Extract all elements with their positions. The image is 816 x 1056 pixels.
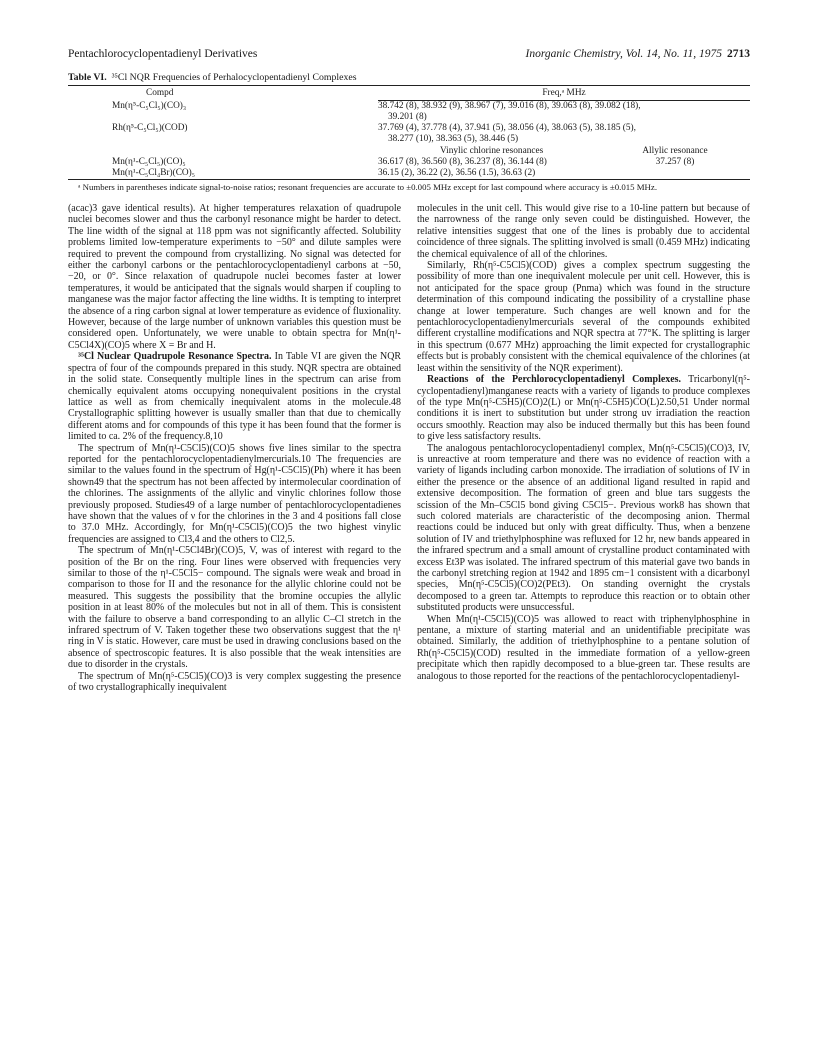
body-columns bbox=[68, 203, 750, 693]
paragraph: molecules in the unit cell. This would give rise to a 10-line pattern but because of the narrowness of the range only seven could be distinguished. However, the relative intensities suggest that one of the lines is probably due to accidental coincidence of three signals. The splitting involved is small (0.459 MHz) indicating the chemical equivalence of all of the chlorines. bbox=[417, 203, 750, 260]
paragraph: The spectrum of Mn(η⁵-C5Cl5)(CO)3 is very complex suggesting the presence of two crystallographically inequivalent bbox=[68, 670, 401, 694]
freq-cell bbox=[378, 123, 750, 145]
allylic-cell bbox=[600, 168, 750, 179]
section-heading: Reactions of the Perchlorocyclopentadienyl Complexes. bbox=[427, 374, 681, 386]
right-column bbox=[417, 203, 750, 693]
freq-line-cont: 38.277 (10), 38.363 (5), 38.446 (5) bbox=[388, 134, 519, 144]
table-bottom-rule bbox=[68, 179, 750, 180]
table-label: Table VI. bbox=[68, 72, 107, 83]
nqr-table bbox=[68, 86, 750, 179]
allylic-cell: 37.257 (8) bbox=[655, 157, 695, 167]
paragraph: The analogous pentachlorocyclopentadienyl complex, Mn(η⁵-C5Cl5)(CO)3, IV, is unreactive at room temperature and there was no evidence of reaction with a variety of ligands including carbon monoxide. The irradiation of solutions of IV in either the presence or the absence of an additional ligand resulted in rapid and extensive decomposition. The formation of green and blue tars suggests the scission of the Mn–C5Cl5 bond giving C5Cl5−. Previous work8 has shown that such colored materials are characteristic of the decomposing anion. Thermal reactions could be induced but only with great difficulty. Thus, when a benzene solution of IV and triethylphosphine was refluxed for 12 hr, new bands appeared in the infrared spectrum and a small amount of crystalline product contaminated with excess Et3P was isolated. The infrared spectrum of this material gave two bands in the carbonyl stretching region at 1942 and 1895 cm−1 consistent with a dicarbonyl species, Mn(η⁵-C5Cl5)(CO)2(PEt3). On standing overnight the crystals decomposed to a green tar. Attempts to reproduce this reaction or to obtain other substituted products were unsuccessful. bbox=[417, 442, 750, 614]
paragraph: The spectrum of Mn(η¹-C5Cl5)(CO)5 shows five lines similar to the spectra reported for the pentachlorocyclopentadienylmercurials.10 The frequencies are similar to the values found in the spectrum of Hg(η¹-C5Cl5)(Ph) where it has been shown49 that the spectrum has not been affected by intermolecular coordination of the chlorines. The assignments of the allylic and vinylic chlorines follow those previously proposed. Studies49 of a large number of pentachlorocyclopentadienes have shown that the values of ν for the chlorines in the 3 and 4 positions fall close to 37.0 MHz. Accordingly, for Mn(η¹-C5Cl5)(CO)5 the two highest vinylic frequencies are assigned to Cl3,4 and the others to Cl2,5. bbox=[68, 442, 401, 545]
paragraph-text: In Table VI are given the NQR spectra of four of the compounds prepared in this study. NQR spectra are obtained in the solid state. Consequently multiple lines in the spectrum can arise from chemically equivalent atoms occupying nonequivalent positions in the crystal lattice as well as from chemically inequivalent atoms in the molecule.48 Crystallographic splitting however is usually smaller than that due to chemically different atoms and for compounds of this type it has been found that the former is limited to ca. 2% of the frequency.8,10 bbox=[68, 351, 401, 443]
page-number: 2713 bbox=[727, 48, 750, 60]
vinylic-cell: 36.15 (2), 36.22 (2), 36.56 (1.5), 36.63 (2) bbox=[378, 168, 536, 178]
paragraph: Similarly, Rh(η⁵-C5Cl5)(COD) gives a complex spectrum suggesting the possibility of more than one inequivalent molecule per unit cell. However, this is not anticipated for the space group (Pnma) which was found in the structure determination of this compound indicating the possibility of a crystalline phase change at lower temperature. Such changes are well known and for the pentachlorocyclopentadienylmercurials several of the compounds exhibited different crystalline modifications and NQR spectra at 77°K. The splitting is larger in this spectrum (0.677 MHz) approaching the limit expected for crystallographic effects but is probably consistent with the chemical equivalence of the chlorines (at least within the sensitivity of the NQR experiment). bbox=[417, 260, 750, 374]
paragraph-text: Tricarbonyl(η⁵-cyclopentadienyl)manganese reacts with a variety of ligands to produce complexes of the type Mn(η⁵-C5H5)(CO)2(L) or Mn(η⁵-C5H5)CO(L)2.50,51 Under normal conditions it is inert to substitution but under strong uv irradiation the reaction occurs smoothly. Reaction may also be induced thermally but this has been found to give less satisfactory results. bbox=[417, 374, 750, 443]
table-footnote: ᵃ Numbers in parentheses indicate signal-to-noise ratios; resonant frequencies are accurate to ±0.005 MHz except for last compound where accuracy is ±0.015 MHz. bbox=[78, 182, 658, 192]
paragraph bbox=[417, 374, 750, 442]
table-row bbox=[68, 101, 750, 124]
paragraph: When Mn(η¹-C5Cl5)(CO)5 was allowed to react with triphenylphosphine in pentane, a mixture of starting material and an unidentifiable precipitate was obtained. Similarly, the addition of triethylphosphine to a pentane solution of Rh(η⁵-C5Cl5)(COD) resulted in the immediate formation of a yellow-green precipitate which then rapidly decomposed to a blue-green tar. These results are analogous to those reported for the reactions of the pentachlorocyclopentadienyl- bbox=[417, 613, 750, 682]
running-head bbox=[68, 48, 750, 60]
freq-line: 37.769 (4), 37.778 (4), 37.941 (5), 38.056 (4), 38.063 (5), 38.185 (5), bbox=[378, 123, 636, 133]
table-title: ³⁵Cl NQR Frequencies of Perhalocyclopentadienyl Complexes bbox=[111, 72, 357, 83]
paragraph: The spectrum of Mn(η¹-C5Cl4Br)(CO)5, V, was of interest with regard to the position of the Br on the ring. Four lines were observed with frequencies very similar to those of the η¹-C5Cl5− compound. The signals were weak and broad in comparison to those for II and the resonance for the allylic chlorine could not be measured. This suggests the possibility that the bromine occupies the allylic position in at least 80% of the molecules but not in all of them. This is consistent with the failure to observe a band corresponding to an allylic C–Cl stretch in the infrared spectrum of V. Taken together these two observations suggest that the η¹ ring in V is static. However, care must be used in drawing conclusions based on the absence of spectroscopic features. It is also possible that the weak intensities are due to disorder in the crystals. bbox=[68, 545, 401, 671]
table-row bbox=[68, 157, 750, 168]
subhead-allylic: Allylic resonance bbox=[642, 146, 708, 156]
journal-citation bbox=[526, 48, 750, 60]
left-column bbox=[68, 203, 401, 693]
col-header-compd: Compd bbox=[146, 88, 174, 99]
compd-cell: Mn(η¹-C₅Cl₄Br)(CO)₅ bbox=[112, 168, 195, 178]
journal-name: Inorganic Chemistry, Vol. 14, No. 11, 1975 bbox=[525, 48, 722, 60]
running-title: Pentachlorocyclopentadienyl Derivatives bbox=[68, 48, 258, 60]
compd-cell: Mn(η⁵-C₅Cl₅)(CO)₃ bbox=[112, 100, 187, 111]
paragraph bbox=[68, 351, 401, 442]
subhead-vinylic: Vinylic chlorine resonances bbox=[440, 146, 544, 156]
col-header-freq: Freq,ᵃ MHz bbox=[378, 86, 750, 101]
freq-line: 38.742 (8), 38.932 (9), 38.967 (7), 39.016 (8), 39.063 (8), 39.082 (18), bbox=[378, 101, 641, 111]
page bbox=[68, 48, 750, 693]
table-row bbox=[68, 168, 750, 179]
freq-cell bbox=[378, 101, 750, 124]
paragraph: (acac)3 gave identical results). At higher temperatures relaxation of quadrupole nuclei becomes slower and thus the carbonyl resonance might be harder to detect. The line width of the signal at 118 ppm was not significantly affected. Solubility problems limited low-temperature experiments to −50° and dilute samples were required to prevent the compound from crystallizing. No signal was detected for either the carbonyl carbons or the pentachlorocyclopentadienyl carbons at −50, −20, or 0°. Since relaxation of quadrupole nuclei becomes faster at lower temperatures, it would be anticipated that the signals would sharpen if coupling to manganese was the major factor affecting the line widths. It is tempting to interpret the absence of a ring carbon signal at lower temperature as evidence of fluxionality. However, because of the large number of unknown variables this question must be considered open. Unfortunately, we were unable to obtain spectra for Mn(η¹-C5Cl4X)(CO)5 where X = Br and H. bbox=[68, 203, 401, 351]
table-caption bbox=[68, 72, 750, 83]
section-heading: ³⁵Cl Nuclear Quadrupole Resonance Spectra. bbox=[78, 351, 272, 363]
compd-cell: Mn(η¹-C₅Cl₅)(CO)₅ bbox=[112, 157, 186, 167]
table-subheader-row bbox=[68, 145, 750, 157]
table-row bbox=[68, 123, 750, 145]
compd-cell: Rh(η⁵-C₅Cl₅)(COD) bbox=[112, 123, 188, 133]
freq-line-cont: 39.201 (8) bbox=[388, 112, 427, 122]
vinylic-cell: 36.617 (8), 36.560 (8), 36.237 (8), 36.144 (8) bbox=[378, 157, 547, 167]
